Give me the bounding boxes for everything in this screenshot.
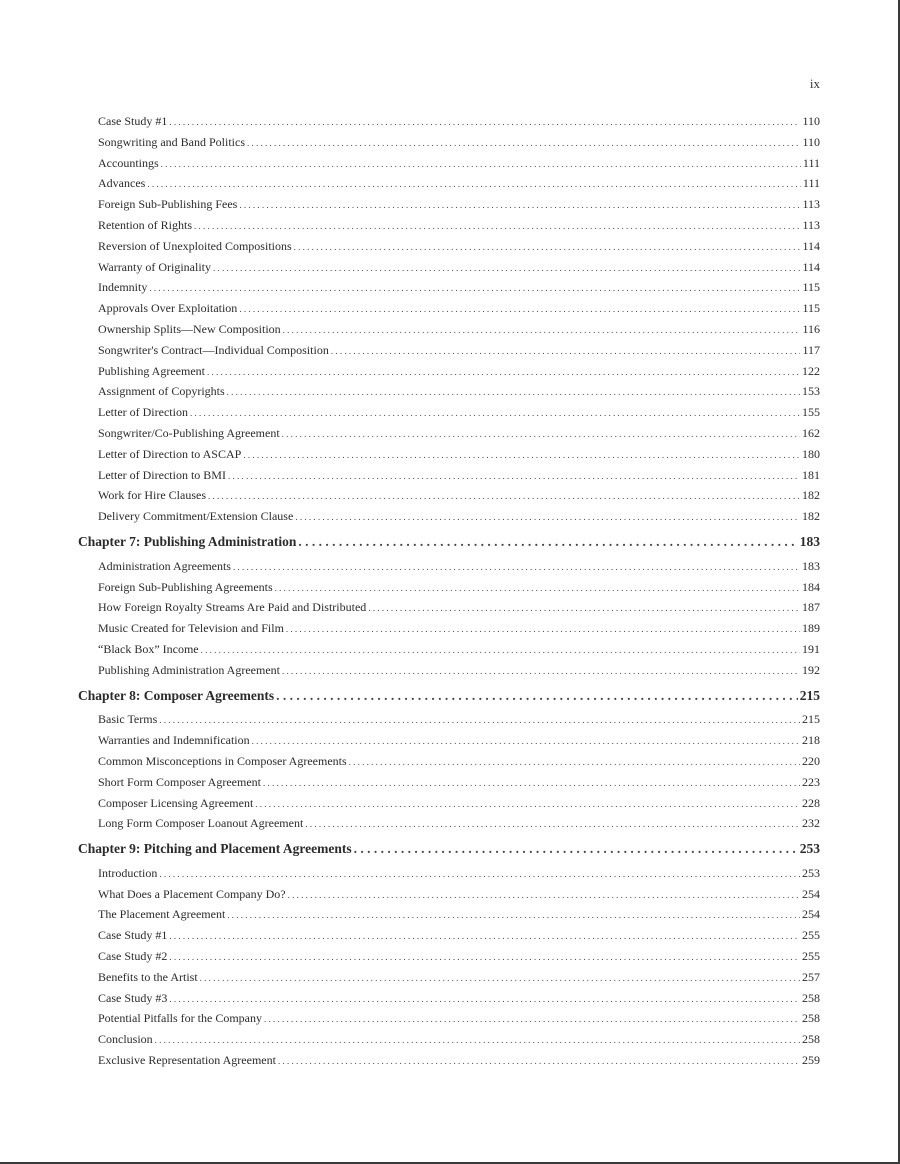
dot-leader (149, 280, 800, 295)
toc-entry[interactable] (78, 907, 820, 928)
toc-title: Common Misconceptions in Composer Agreements (98, 753, 347, 768)
toc-entry[interactable] (78, 775, 820, 796)
toc-title: Approvals Over Exploitation (98, 301, 238, 316)
toc-page-number: 232 (802, 816, 820, 831)
dot-leader (155, 1032, 800, 1047)
dot-leader (282, 663, 800, 678)
toc-page-number: 255 (802, 928, 820, 943)
dot-leader (263, 775, 800, 790)
toc-page-number: 220 (802, 753, 820, 768)
toc-title: The Placement Agreement (98, 907, 226, 922)
toc-chapter-heading[interactable] (78, 534, 820, 555)
toc-title: Publishing Administration Agreement (98, 662, 280, 677)
dot-leader (161, 156, 801, 171)
toc-page-number: 117 (802, 342, 820, 357)
dot-leader (276, 688, 798, 704)
dot-leader (286, 621, 800, 636)
dot-leader (213, 260, 800, 275)
toc-entry[interactable] (78, 928, 820, 949)
toc-title: Indemnity (98, 280, 148, 295)
toc-title: Letter of Direction to BMI (98, 467, 226, 482)
dot-leader (227, 384, 800, 399)
toc-page-number: 122 (802, 363, 820, 378)
toc-entry[interactable] (78, 559, 820, 580)
toc-title: Delivery Commitment/Extension Clause (98, 509, 294, 524)
dot-leader (247, 135, 800, 150)
toc-title: “Black Box” Income (98, 641, 199, 656)
table-of-contents (78, 114, 820, 1074)
toc-title: Potential Pitfalls for the Company (98, 1011, 262, 1026)
toc-page-number: 259 (802, 1053, 820, 1068)
toc-entry[interactable] (78, 156, 820, 177)
dot-leader (288, 887, 800, 902)
dot-leader (255, 796, 800, 811)
toc-title: Chapter 9: Pitching and Placement Agreements (78, 841, 352, 857)
toc-page-number: 258 (802, 1032, 820, 1047)
toc-entry[interactable] (78, 135, 820, 156)
toc-page-number: 215 (802, 712, 820, 727)
toc-entry[interactable] (78, 509, 820, 530)
dot-leader (159, 712, 800, 727)
toc-entry[interactable] (78, 447, 820, 468)
toc-title: Long Form Composer Loanout Agreement (98, 816, 304, 831)
toc-page-number: 113 (802, 217, 820, 232)
toc-entry[interactable] (78, 712, 820, 733)
dot-leader (147, 176, 801, 191)
toc-page-number: 115 (802, 301, 820, 316)
toc-chapter-heading[interactable] (78, 688, 820, 709)
toc-title: Case Study #1 (98, 928, 168, 943)
toc-title: Short Form Composer Agreement (98, 774, 261, 789)
toc-page-number: 110 (802, 114, 820, 128)
toc-page-number: 183 (799, 533, 820, 549)
toc-entry[interactable] (78, 580, 820, 601)
toc-entry[interactable] (78, 488, 820, 509)
toc-title: Advances (98, 176, 146, 191)
toc-page-number: 115 (802, 280, 820, 295)
toc-title: Letter of Direction to ASCAP (98, 446, 242, 461)
dot-leader (298, 534, 797, 550)
toc-title: Composer Licensing Agreement (98, 795, 254, 810)
toc-page-number: 191 (802, 641, 820, 656)
dot-leader (282, 426, 800, 441)
toc-entry[interactable] (78, 114, 820, 135)
dot-leader (264, 1011, 800, 1026)
toc-entry[interactable] (78, 991, 820, 1012)
toc-entry[interactable] (78, 949, 820, 970)
dot-leader (159, 866, 800, 881)
dot-leader (208, 488, 800, 503)
toc-entry[interactable] (78, 260, 820, 281)
dot-leader (252, 733, 800, 748)
toc-entry[interactable] (78, 384, 820, 405)
toc-title: Assignment of Copyrights (98, 384, 225, 399)
dot-leader (233, 559, 800, 574)
toc-page-number: 187 (802, 600, 820, 615)
toc-page-number: 218 (802, 733, 820, 748)
toc-entry[interactable] (78, 970, 820, 991)
toc-title: Introduction (98, 865, 158, 880)
toc-page-number: 181 (802, 467, 820, 482)
dot-leader (294, 239, 801, 254)
toc-page-number: 114 (802, 259, 820, 274)
toc-title: Songwriter's Contract—Individual Composition (98, 342, 329, 357)
toc-entry[interactable] (78, 887, 820, 908)
dot-leader (239, 197, 800, 212)
toc-title: What Does a Placement Company Do? (98, 886, 286, 901)
toc-title: Reversion of Unexploited Compositions (98, 238, 292, 253)
toc-entry[interactable] (78, 405, 820, 426)
toc-page-number: 183 (802, 558, 820, 573)
toc-page-number: 257 (802, 969, 820, 984)
toc-page-number: 223 (802, 774, 820, 789)
dot-leader (305, 816, 800, 831)
toc-chapter-heading[interactable] (78, 841, 820, 862)
toc-entry[interactable] (78, 468, 820, 489)
toc-page-number: 153 (802, 384, 820, 399)
dot-leader (331, 343, 801, 358)
toc-page-number: 114 (802, 238, 820, 253)
toc-entry[interactable] (78, 280, 820, 301)
toc-page-number: 111 (802, 155, 820, 170)
toc-entry[interactable] (78, 176, 820, 197)
dot-leader (349, 754, 800, 769)
toc-title: Case Study #2 (98, 949, 168, 964)
toc-page-number: 189 (802, 621, 820, 636)
toc-title: Music Created for Television and Film (98, 621, 284, 636)
toc-entry[interactable] (78, 816, 820, 837)
toc-page-number: 155 (802, 405, 820, 420)
toc-entry[interactable] (78, 866, 820, 887)
toc-page-number: 253 (802, 865, 820, 880)
dot-leader (239, 301, 800, 316)
toc-entry[interactable] (78, 426, 820, 447)
toc-title: Songwriter/Co-Publishing Agreement (98, 425, 280, 440)
toc-title: Foreign Sub-Publishing Agreements (98, 579, 273, 594)
page-number: ix (809, 76, 820, 91)
toc-entry[interactable] (78, 322, 820, 343)
toc-entry[interactable] (78, 600, 820, 621)
dot-leader (200, 970, 800, 985)
toc-title: Exclusive Representation Agreement (98, 1053, 276, 1068)
toc-title: Administration Agreements (98, 558, 231, 573)
toc-page-number: 116 (802, 321, 820, 336)
toc-entry[interactable] (78, 197, 820, 218)
dot-leader (278, 1053, 800, 1068)
toc-title: Benefits to the Artist (98, 969, 198, 984)
toc-page-number: 110 (802, 134, 820, 149)
toc-title: Conclusion (98, 1032, 153, 1047)
toc-page-number: 253 (799, 841, 820, 857)
dot-leader (243, 447, 800, 462)
dot-leader (169, 114, 800, 129)
toc-title: Songwriting and Band Politics (98, 134, 245, 149)
toc-entry[interactable] (78, 1011, 820, 1032)
dot-leader (354, 841, 798, 857)
toc-page-number: 228 (802, 795, 820, 810)
toc-title: Letter of Direction (98, 405, 188, 420)
toc-title: Retention of Rights (98, 217, 192, 232)
dot-leader (169, 991, 800, 1006)
toc-page-number: 254 (802, 886, 820, 901)
toc-entry[interactable] (78, 621, 820, 642)
toc-title: Warranty of Originality (98, 259, 211, 274)
toc-title: Chapter 8: Composer Agreements (78, 687, 275, 703)
toc-title: Accountings (98, 155, 159, 170)
dot-leader (283, 322, 801, 337)
toc-entry[interactable] (78, 642, 820, 663)
dot-leader (169, 928, 800, 943)
toc-page-number: 255 (802, 949, 820, 964)
toc-entry[interactable] (78, 1053, 820, 1074)
toc-entry[interactable] (78, 343, 820, 364)
dot-leader (169, 949, 800, 964)
toc-page-number: 254 (802, 907, 820, 922)
dot-leader (227, 907, 800, 922)
toc-page-number: 258 (802, 990, 820, 1005)
toc-page-number: 111 (802, 176, 820, 191)
toc-page-number: 192 (802, 662, 820, 677)
toc-page-number: 180 (802, 446, 820, 461)
toc-title: Basic Terms (98, 712, 158, 727)
toc-entry[interactable] (78, 663, 820, 684)
toc-entry[interactable] (78, 796, 820, 817)
toc-title: How Foreign Royalty Streams Are Paid and Distributed (98, 600, 367, 615)
toc-entry[interactable] (78, 364, 820, 385)
toc-title: Case Study #3 (98, 990, 168, 1005)
toc-page-number: 162 (802, 425, 820, 440)
toc-title: Work for Hire Clauses (98, 488, 207, 503)
dot-leader (201, 642, 800, 657)
toc-title: Publishing Agreement (98, 363, 205, 378)
toc-page-number: 215 (799, 687, 820, 703)
toc-entry[interactable] (78, 733, 820, 754)
toc-title: Chapter 7: Publishing Administration (78, 533, 297, 549)
dot-leader (295, 509, 800, 524)
toc-title: Foreign Sub-Publishing Fees (98, 197, 238, 212)
dot-leader (207, 364, 800, 379)
toc-entry[interactable] (78, 1032, 820, 1053)
toc-entry[interactable] (78, 301, 820, 322)
toc-title: Case Study #1 (98, 114, 168, 128)
toc-page-number: 182 (802, 509, 820, 524)
toc-title: Warranties and Indemnification (98, 733, 250, 748)
toc-title: Ownership Splits—New Composition (98, 321, 281, 336)
toc-page-number: 113 (802, 197, 820, 212)
toc-page-number: 258 (802, 1011, 820, 1026)
toc-page-number: 184 (802, 579, 820, 594)
dot-leader (275, 580, 800, 595)
dot-leader (368, 600, 800, 615)
dot-leader (194, 218, 800, 233)
dot-leader (190, 405, 800, 420)
toc-entry[interactable] (78, 239, 820, 260)
toc-entry[interactable] (78, 754, 820, 775)
toc-page-number: 182 (802, 488, 820, 503)
toc-entry[interactable] (78, 218, 820, 239)
dot-leader (228, 468, 800, 483)
